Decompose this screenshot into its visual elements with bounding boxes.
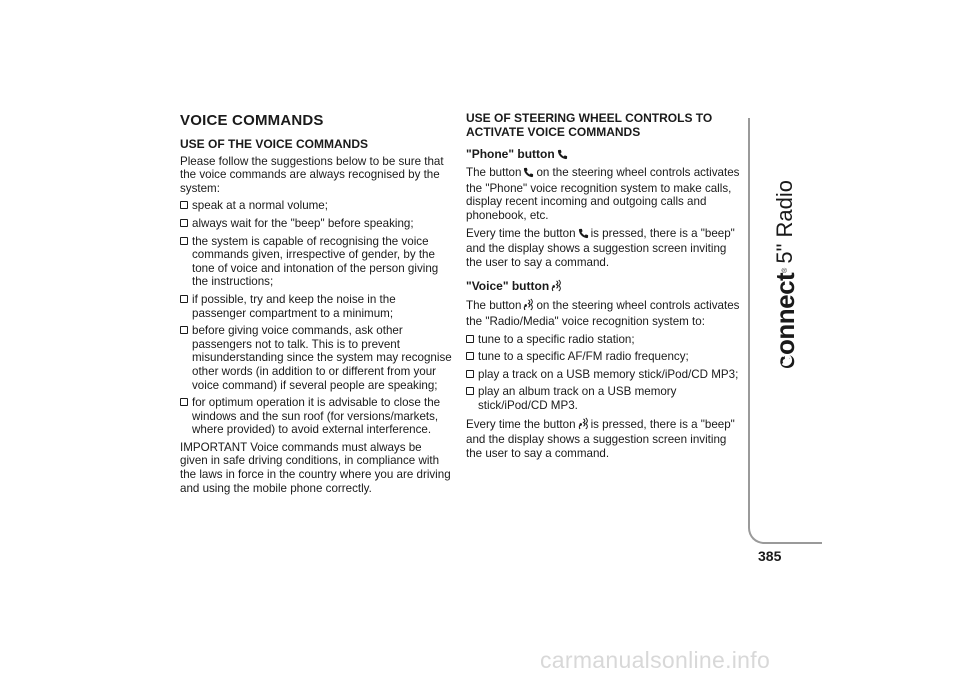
- steering-controls-title: USE OF STEERING WHEEL CONTROLS TO ACTIVATE VOICE COMMANDS: [466, 111, 713, 139]
- voice-icon: [578, 417, 589, 434]
- checkbox-bullet-icon: [466, 352, 474, 360]
- list-item: for optimum operation it is advisable to close the windows and the sun roof (for versions/markets, where provided) to avoid external interference.: [180, 396, 452, 437]
- phone-icon: [557, 149, 568, 163]
- phone-paragraph-2: Every time the button is pressed, there is a "beep" and the display shows a suggestion screen inviting the user to say a command.: [466, 226, 735, 269]
- section-title: VOICE COMMANDS: [180, 112, 324, 129]
- list-item: if possible, try and keep the noise in the passenger compartment to a minimum;: [180, 293, 452, 320]
- phone-button-heading: "Phone" button: [466, 147, 742, 163]
- checkbox-bullet-icon: [180, 398, 188, 406]
- checkbox-bullet-icon: [180, 201, 188, 209]
- trademark-mark: ®: [781, 267, 789, 273]
- right-column: [466, 112, 742, 464]
- phone-paragraph-1: The button on the steering wheel controls activates the "Phone" voice recognition system to make calls, display recent incoming and outgoing calls and phonebook, etc.: [466, 166, 740, 222]
- list-item: the system is capable of recognising the voice commands given, irrespective of gender, by the tone of voice and intonation of the person giving the instructions;: [180, 235, 452, 289]
- list-item: tune to a specific radio station;: [466, 333, 742, 347]
- checkbox-bullet-icon: [180, 326, 188, 334]
- left-column: [180, 112, 452, 499]
- suggestion-list: [180, 199, 452, 437]
- voice-icon: [523, 298, 534, 315]
- brand-model: 5" Radio: [772, 180, 797, 264]
- list-item: before giving voice commands, ask other passengers not to talk. This is to prevent misunderstanding since the system may recognise other words (in addition to or different from your voice command) if several people are speaking;: [180, 324, 452, 392]
- voice-paragraph-2: Every time the button is pressed, there is a "beep" and the display shows a suggestion screen inviting the user to say a command.: [466, 417, 735, 460]
- checkbox-bullet-icon: [466, 335, 474, 343]
- list-item: play a track on a USB memory stick/iPod/CD MP3;: [466, 368, 742, 382]
- voice-button-heading: "Voice" button: [466, 279, 742, 295]
- checkbox-bullet-icon: [180, 295, 188, 303]
- list-item: speak at a normal volume;: [180, 199, 452, 213]
- list-item: tune to a specific AF/FM radio frequency;: [466, 350, 742, 364]
- checkbox-bullet-icon: [466, 387, 474, 395]
- chapter-brand-label: [765, 180, 805, 371]
- checkbox-bullet-icon: [180, 237, 188, 245]
- checkbox-bullet-icon: [180, 219, 188, 227]
- voice-list: [466, 333, 742, 413]
- phone-icon: [578, 228, 589, 243]
- page-number: 385: [758, 548, 782, 564]
- voice-icon: [551, 279, 562, 295]
- brand-word: connect: [769, 272, 800, 369]
- checkbox-bullet-icon: [466, 370, 474, 378]
- phone-icon: [523, 167, 534, 182]
- section-subtitle: USE OF THE VOICE COMMANDS: [180, 137, 369, 151]
- list-item: always wait for the "beep" before speaking;: [180, 217, 452, 231]
- voice-paragraph-1: The button on the steering wheel controls activates the "Radio/Media" voice recognition system to:: [466, 299, 740, 328]
- list-item: play an album track on a USB memory stick/iPod/CD MP3.: [466, 385, 742, 412]
- watermark: carmanualsonline.info: [540, 647, 771, 673]
- intro-paragraph: Please follow the suggestions below to be sure that the voice commands are always recognised by the system:: [180, 154, 444, 195]
- important-note: IMPORTANT Voice commands must always be given in safe driving conditions, in compliance with the laws in force in the country where you are driving and using the mobile phone correctly.: [180, 440, 451, 495]
